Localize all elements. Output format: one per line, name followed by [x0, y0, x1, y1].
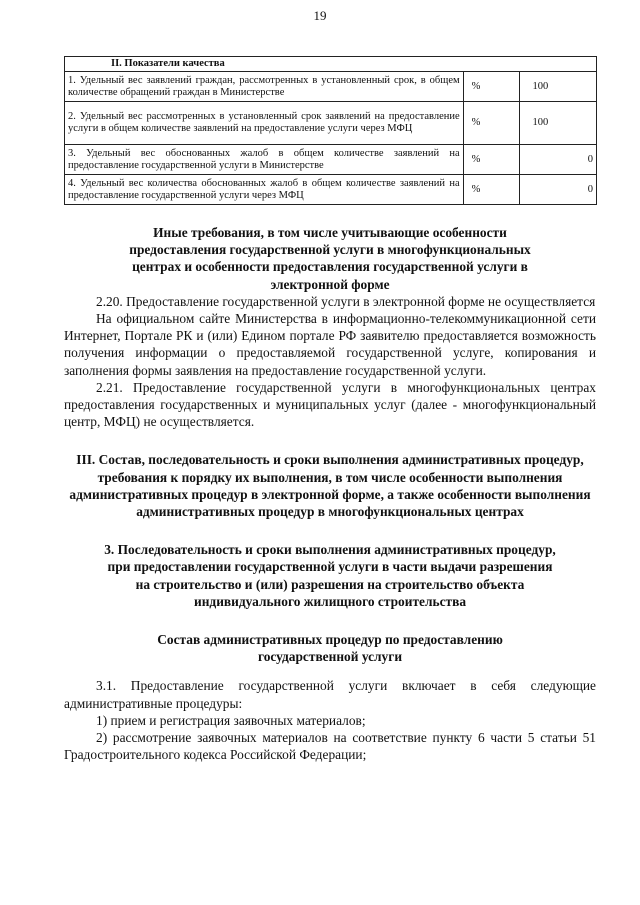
paragraph-2-20: 2.20. Предоставление государственной услуги в электронной форме не осуществляется	[96, 293, 596, 309]
table-row	[65, 145, 597, 175]
indicator-value: 0	[520, 145, 597, 175]
paragraph-3-1: 3.1. Предоставление государственной услуги включает в себя следующие административные процедуры:	[64, 678, 596, 711]
composition-heading: Состав административных процедур по предоставлению государственной услуги	[157, 632, 503, 665]
indicator-unit: %	[463, 145, 520, 175]
indicator-value: 0	[520, 175, 597, 205]
indicator-text: 2. Удельный вес рассмотренных в установленный срок заявлений на предоставление услуги в общем количестве заявлений на предоставление услуги через МФЦ	[65, 102, 464, 145]
list-item-1: 1) прием и регистрация заявочных материалов;	[96, 712, 366, 728]
document-body	[64, 224, 596, 763]
table-row	[65, 72, 597, 102]
page-number: 19	[313, 8, 327, 23]
section-3-heading: 3. Последовательность и сроки выполнения административных процедур, при предоставлении государственной услуги в части выдачи разрешения на строительство и (или) разрешения на строительство объекта индивидуального жилищного строительства	[104, 542, 556, 609]
indicator-text: 3. Удельный вес обоснованных жалоб в общем количестве заявлений на предоставление государственной услуги в Министерстве	[65, 145, 464, 175]
indicator-value: 100	[520, 102, 597, 145]
quality-indicators-table	[64, 56, 597, 205]
indicator-text: 1. Удельный вес заявлений граждан, рассмотренных в установленный срок, в общем количестве обращений граждан в Министерстве	[65, 72, 464, 102]
indicator-unit: %	[463, 175, 520, 205]
indicator-value: 100	[520, 72, 597, 102]
section-heading-other-requirements: Иные требования, в том числе учитывающие особенности предоставления государственной услуги в многофункциональных центрах и особенности предоставления государственной услуги в электронной форме	[129, 225, 531, 292]
list-item-2: 2) рассмотрение заявочных материалов на соответствие пункту 6 части 5 статьи 51 Градостроительного кодекса Российской Федерации;	[64, 730, 596, 763]
table-section-header-row	[65, 57, 597, 72]
table-row	[65, 175, 597, 205]
section-iii-heading: III. Состав, последовательность и сроки выполнения административных процедур, требования к порядку их выполнения, в том числе особенности выполнения административных процедур в электронной форме, а также особенности выполнения административных процедур в многофункциональных центрах	[69, 452, 591, 520]
table-row	[65, 102, 597, 145]
indicator-unit: %	[463, 102, 520, 145]
indicator-unit: %	[463, 72, 520, 102]
paragraph-2-21: 2.21. Предоставление государственной услуги в многофункциональных центрах предоставления государственных и муниципальных услуг (далее - многофункциональный центр, МФЦ) не осуществляется.	[64, 379, 596, 430]
indicator-text: 4. Удельный вес количества обоснованных жалоб в общем количестве заявлений на предоставление государственной услуги через МФЦ	[65, 175, 464, 205]
table-section-header: II. Показатели качества	[65, 57, 597, 72]
paragraph-official-site: На официальном сайте Министерства в информационно-телекоммуникационной сети Интернет, Портале РК и (или) Едином портале РФ заявителю предоставляется возможность получения информации о предоставляемой государственной услуге, копирования и заполнения формы заявления на предоставление государственной услуги.	[64, 311, 596, 378]
